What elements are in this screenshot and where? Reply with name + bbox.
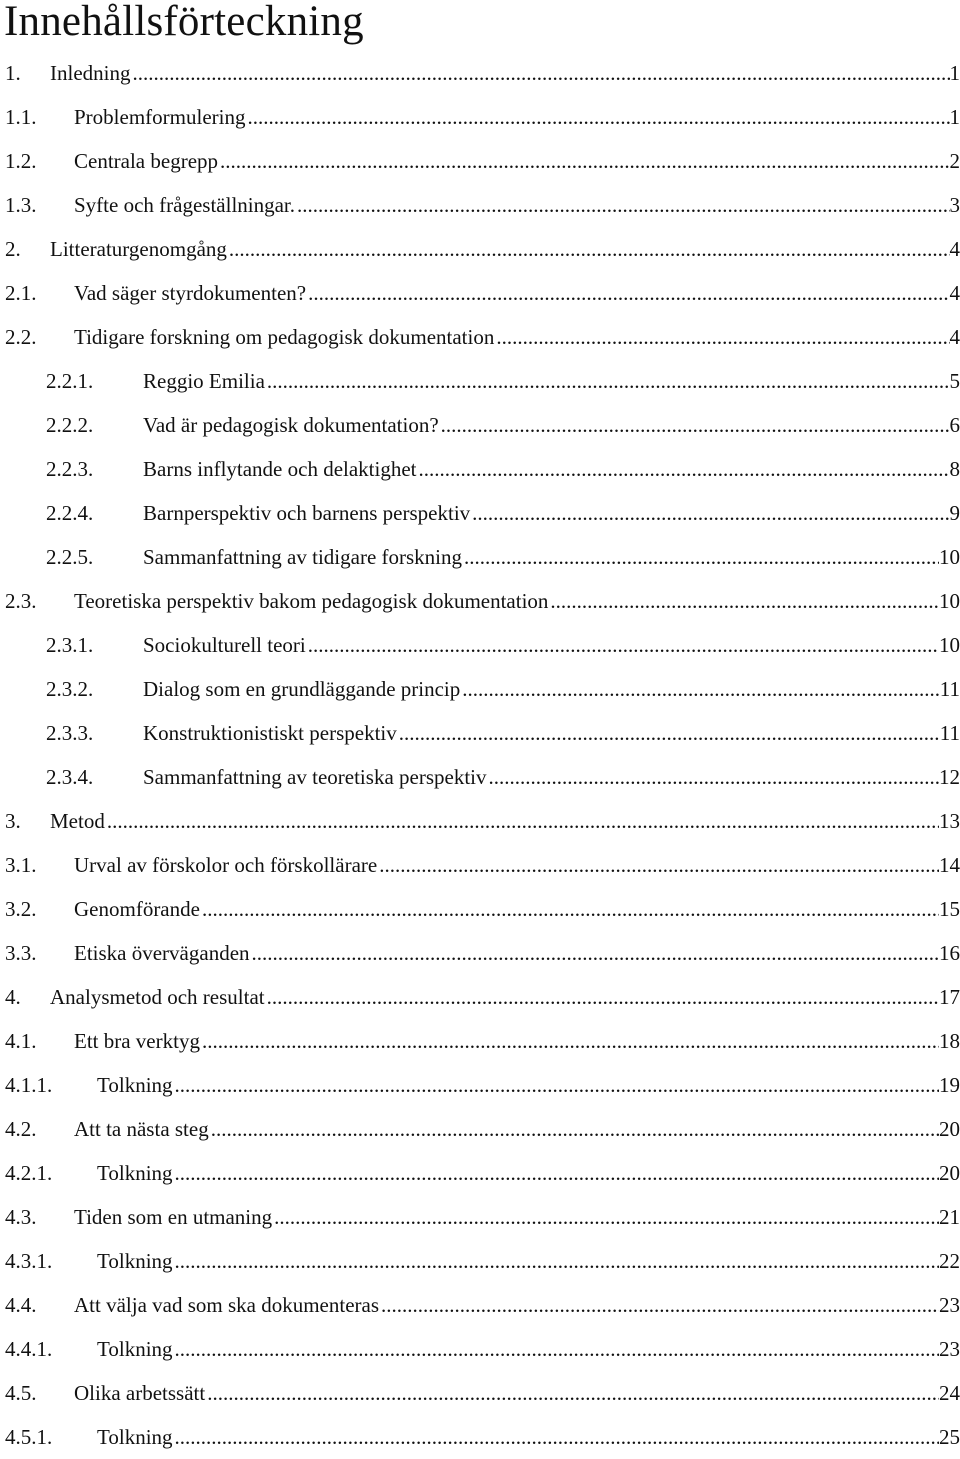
toc-entry[interactable] bbox=[0, 1019, 960, 1063]
toc-leader-dots bbox=[252, 931, 939, 975]
toc-entry[interactable] bbox=[0, 1195, 960, 1239]
toc-entry-number: 4.4.1. bbox=[0, 1327, 97, 1371]
toc-entry-number: 4.2. bbox=[0, 1107, 74, 1151]
toc-leader-dots bbox=[211, 1107, 939, 1151]
toc-entry-title: Teoretiska perspektiv bakom pedagogisk dokumentation bbox=[74, 579, 550, 623]
toc-entry-page: 23 bbox=[939, 1327, 960, 1371]
toc-entry-number: 4.1. bbox=[0, 1019, 74, 1063]
toc-leader-dots bbox=[297, 183, 949, 227]
toc-leader-dots bbox=[132, 51, 949, 95]
toc-entry[interactable] bbox=[0, 1327, 960, 1371]
toc-entry-page: 10 bbox=[939, 579, 960, 623]
toc-entry-title: Ett bra verktyg bbox=[74, 1019, 202, 1063]
table-of-contents bbox=[0, 51, 960, 1459]
toc-entry-page: 3 bbox=[950, 183, 960, 227]
toc-leader-dots bbox=[379, 843, 939, 887]
toc-entry-title: Tidigare forskning om pedagogisk dokumentation bbox=[74, 315, 496, 359]
toc-entry[interactable] bbox=[0, 799, 960, 843]
toc-entry-page: 6 bbox=[950, 403, 960, 447]
toc-entry-title: Etiska överväganden bbox=[74, 931, 252, 975]
toc-entry-number: 4.5. bbox=[0, 1371, 74, 1415]
toc-entry-number: 2.3.4. bbox=[0, 755, 143, 799]
toc-entry-title: Sociokulturell teori bbox=[143, 623, 308, 667]
toc-entry[interactable] bbox=[0, 1107, 960, 1151]
toc-entry-number: 4.3.1. bbox=[0, 1239, 97, 1283]
toc-entry-page: 9 bbox=[950, 491, 960, 535]
toc-entry[interactable] bbox=[0, 315, 960, 359]
toc-entry-page: 18 bbox=[939, 1019, 960, 1063]
toc-entry[interactable] bbox=[0, 887, 960, 931]
toc-entry-title: Tolkning bbox=[97, 1063, 175, 1107]
toc-entry-page: 1 bbox=[950, 95, 960, 139]
toc-entry-page: 16 bbox=[939, 931, 960, 975]
toc-entry[interactable] bbox=[0, 755, 960, 799]
toc-leader-dots bbox=[175, 1151, 939, 1195]
toc-leader-dots bbox=[308, 623, 939, 667]
toc-entry-page: 5 bbox=[950, 359, 960, 403]
toc-entry-page: 4 bbox=[950, 315, 960, 359]
toc-entry[interactable] bbox=[0, 975, 960, 1019]
toc-entry-title: Konstruktionistiskt perspektiv bbox=[143, 711, 399, 755]
toc-leader-dots bbox=[441, 403, 950, 447]
toc-entry-title: Litteraturgenomgång bbox=[50, 227, 229, 271]
toc-leader-dots bbox=[247, 95, 949, 139]
toc-entry-number: 2.2.1. bbox=[0, 359, 143, 403]
toc-entry[interactable] bbox=[0, 95, 960, 139]
toc-leader-dots bbox=[399, 711, 940, 755]
toc-entry[interactable] bbox=[0, 1371, 960, 1415]
toc-leader-dots bbox=[175, 1239, 939, 1283]
toc-entry-title: Analysmetod och resultat bbox=[50, 975, 267, 1019]
toc-entry-title: Sammanfattning av tidigare forskning bbox=[143, 535, 464, 579]
toc-entry-page: 23 bbox=[939, 1283, 960, 1327]
toc-leader-dots bbox=[175, 1327, 939, 1371]
toc-entry[interactable] bbox=[0, 623, 960, 667]
toc-entry-number: 2.3. bbox=[0, 579, 74, 623]
toc-entry-page: 17 bbox=[939, 975, 960, 1019]
toc-entry-title: Syfte och frågeställningar. bbox=[74, 183, 297, 227]
toc-entry-page: 15 bbox=[939, 887, 960, 931]
toc-entry-number: 4. bbox=[0, 975, 50, 1019]
toc-leader-dots bbox=[496, 315, 949, 359]
toc-entry[interactable] bbox=[0, 403, 960, 447]
toc-entry-title: Tolkning bbox=[97, 1327, 175, 1371]
toc-entry[interactable] bbox=[0, 139, 960, 183]
toc-leader-dots bbox=[267, 359, 950, 403]
toc-entry-page: 19 bbox=[939, 1063, 960, 1107]
toc-entry-page: 10 bbox=[939, 535, 960, 579]
toc-entry-title: Att ta nästa steg bbox=[74, 1107, 211, 1151]
toc-entry-page: 2 bbox=[950, 139, 960, 183]
toc-leader-dots bbox=[308, 271, 949, 315]
toc-entry-page: 25 bbox=[939, 1415, 960, 1459]
toc-entry-number: 2.3.2. bbox=[0, 667, 143, 711]
toc-entry-number: 2.3.3. bbox=[0, 711, 143, 755]
toc-entry-number: 1. bbox=[0, 51, 50, 95]
toc-entry-title: Vad säger styrdokumenten? bbox=[74, 271, 308, 315]
toc-entry-number: 1.3. bbox=[0, 183, 74, 227]
toc-entry-title: Centrala begrepp bbox=[74, 139, 220, 183]
toc-entry-title: Urval av förskolor och förskollärare bbox=[74, 843, 379, 887]
toc-leader-dots bbox=[462, 667, 940, 711]
toc-leader-dots bbox=[175, 1063, 939, 1107]
toc-entry-page: 14 bbox=[939, 843, 960, 887]
toc-entry-number: 4.3. bbox=[0, 1195, 74, 1239]
toc-entry-title: Reggio Emilia bbox=[143, 359, 267, 403]
toc-entry-number: 1.1. bbox=[0, 95, 74, 139]
toc-entry-title: Genomförande bbox=[74, 887, 202, 931]
toc-entry-title: Tolkning bbox=[97, 1239, 175, 1283]
toc-leader-dots bbox=[175, 1415, 939, 1459]
toc-entry-number: 4.5.1. bbox=[0, 1415, 97, 1459]
toc-entry[interactable] bbox=[0, 667, 960, 711]
toc-leader-dots bbox=[202, 887, 939, 931]
toc-entry[interactable] bbox=[0, 227, 960, 271]
toc-entry-number: 2.2.4. bbox=[0, 491, 143, 535]
toc-entry-title: Barnperspektiv och barnens perspektiv bbox=[143, 491, 472, 535]
toc-entry-number: 2.2.5. bbox=[0, 535, 143, 579]
toc-entry-number: 2.2.3. bbox=[0, 447, 143, 491]
toc-entry-number: 3. bbox=[0, 799, 50, 843]
toc-leader-dots bbox=[202, 1019, 939, 1063]
toc-entry-title: Problemformulering bbox=[74, 95, 247, 139]
toc-entry-page: 20 bbox=[939, 1151, 960, 1195]
toc-entry-page: 21 bbox=[939, 1195, 960, 1239]
toc-entry[interactable] bbox=[0, 359, 960, 403]
toc-entry[interactable] bbox=[0, 1415, 960, 1459]
toc-entry-number: 2.3.1. bbox=[0, 623, 143, 667]
page-title: Innehållsförteckning bbox=[4, 0, 364, 50]
toc-entry-number: 2.1. bbox=[0, 271, 74, 315]
toc-entry-page: 4 bbox=[950, 227, 960, 271]
toc-entry-title: Vad är pedagogisk dokumentation? bbox=[143, 403, 441, 447]
toc-entry[interactable] bbox=[0, 1063, 960, 1107]
toc-entry-number: 4.4. bbox=[0, 1283, 74, 1327]
toc-entry-number: 4.2.1. bbox=[0, 1151, 97, 1195]
toc-entry-title: Barns inflytande och delaktighet bbox=[143, 447, 419, 491]
toc-leader-dots bbox=[381, 1283, 939, 1327]
toc-leader-dots bbox=[472, 491, 949, 535]
toc-entry-page: 22 bbox=[939, 1239, 960, 1283]
toc-entry-page: 10 bbox=[939, 623, 960, 667]
toc-leader-dots bbox=[464, 535, 939, 579]
toc-entry[interactable] bbox=[0, 931, 960, 975]
toc-entry-number: 1.2. bbox=[0, 139, 74, 183]
toc-entry-page: 8 bbox=[950, 447, 960, 491]
toc-entry-title: Metod bbox=[50, 799, 107, 843]
toc-leader-dots bbox=[419, 447, 950, 491]
toc-leader-dots bbox=[274, 1195, 939, 1239]
toc-entry-number: 2.2.2. bbox=[0, 403, 143, 447]
toc-entry[interactable] bbox=[0, 843, 960, 887]
toc-entry-title: Tiden som en utmaning bbox=[74, 1195, 274, 1239]
toc-entry[interactable] bbox=[0, 1151, 960, 1195]
toc-entry-page: 13 bbox=[939, 799, 960, 843]
toc-entry-title: Olika arbetssätt bbox=[74, 1371, 207, 1415]
toc-entry[interactable] bbox=[0, 1239, 960, 1283]
toc-entry-title: Dialog som en grundläggande princip bbox=[143, 667, 462, 711]
toc-leader-dots bbox=[550, 579, 939, 623]
toc-entry-title: Inledning bbox=[50, 51, 132, 95]
toc-entry-page: 4 bbox=[950, 271, 960, 315]
toc-leader-dots bbox=[267, 975, 939, 1019]
toc-entry-title: Att välja vad som ska dokumenteras bbox=[74, 1283, 381, 1327]
toc-entry-number: 3.2. bbox=[0, 887, 74, 931]
toc-entry-number: 3.1. bbox=[0, 843, 74, 887]
toc-entry-page: 12 bbox=[939, 755, 960, 799]
toc-leader-dots bbox=[489, 755, 940, 799]
toc-entry-title: Tolkning bbox=[97, 1415, 175, 1459]
toc-entry[interactable] bbox=[0, 579, 960, 623]
toc-entry[interactable] bbox=[0, 535, 960, 579]
toc-entry[interactable] bbox=[0, 271, 960, 315]
toc-entry-title: Sammanfattning av teoretiska perspektiv bbox=[143, 755, 489, 799]
toc-leader-dots bbox=[220, 139, 949, 183]
toc-entry[interactable] bbox=[0, 711, 960, 755]
toc-leader-dots bbox=[229, 227, 950, 271]
toc-entry-page: 24 bbox=[939, 1371, 960, 1415]
toc-entry-page: 11 bbox=[940, 711, 960, 755]
toc-entry-number: 3.3. bbox=[0, 931, 74, 975]
toc-entry-page: 20 bbox=[939, 1107, 960, 1151]
toc-leader-dots bbox=[207, 1371, 939, 1415]
toc-entry-title: Tolkning bbox=[97, 1151, 175, 1195]
toc-entry[interactable] bbox=[0, 51, 960, 95]
toc-entry-page: 1 bbox=[950, 51, 960, 95]
toc-entry-number: 4.1.1. bbox=[0, 1063, 97, 1107]
toc-entry[interactable] bbox=[0, 447, 960, 491]
toc-entry-number: 2. bbox=[0, 227, 50, 271]
toc-entry-page: 11 bbox=[940, 667, 960, 711]
toc-entry[interactable] bbox=[0, 1283, 960, 1327]
toc-leader-dots bbox=[107, 799, 939, 843]
toc-entry[interactable] bbox=[0, 183, 960, 227]
toc-entry-number: 2.2. bbox=[0, 315, 74, 359]
toc-entry[interactable] bbox=[0, 491, 960, 535]
